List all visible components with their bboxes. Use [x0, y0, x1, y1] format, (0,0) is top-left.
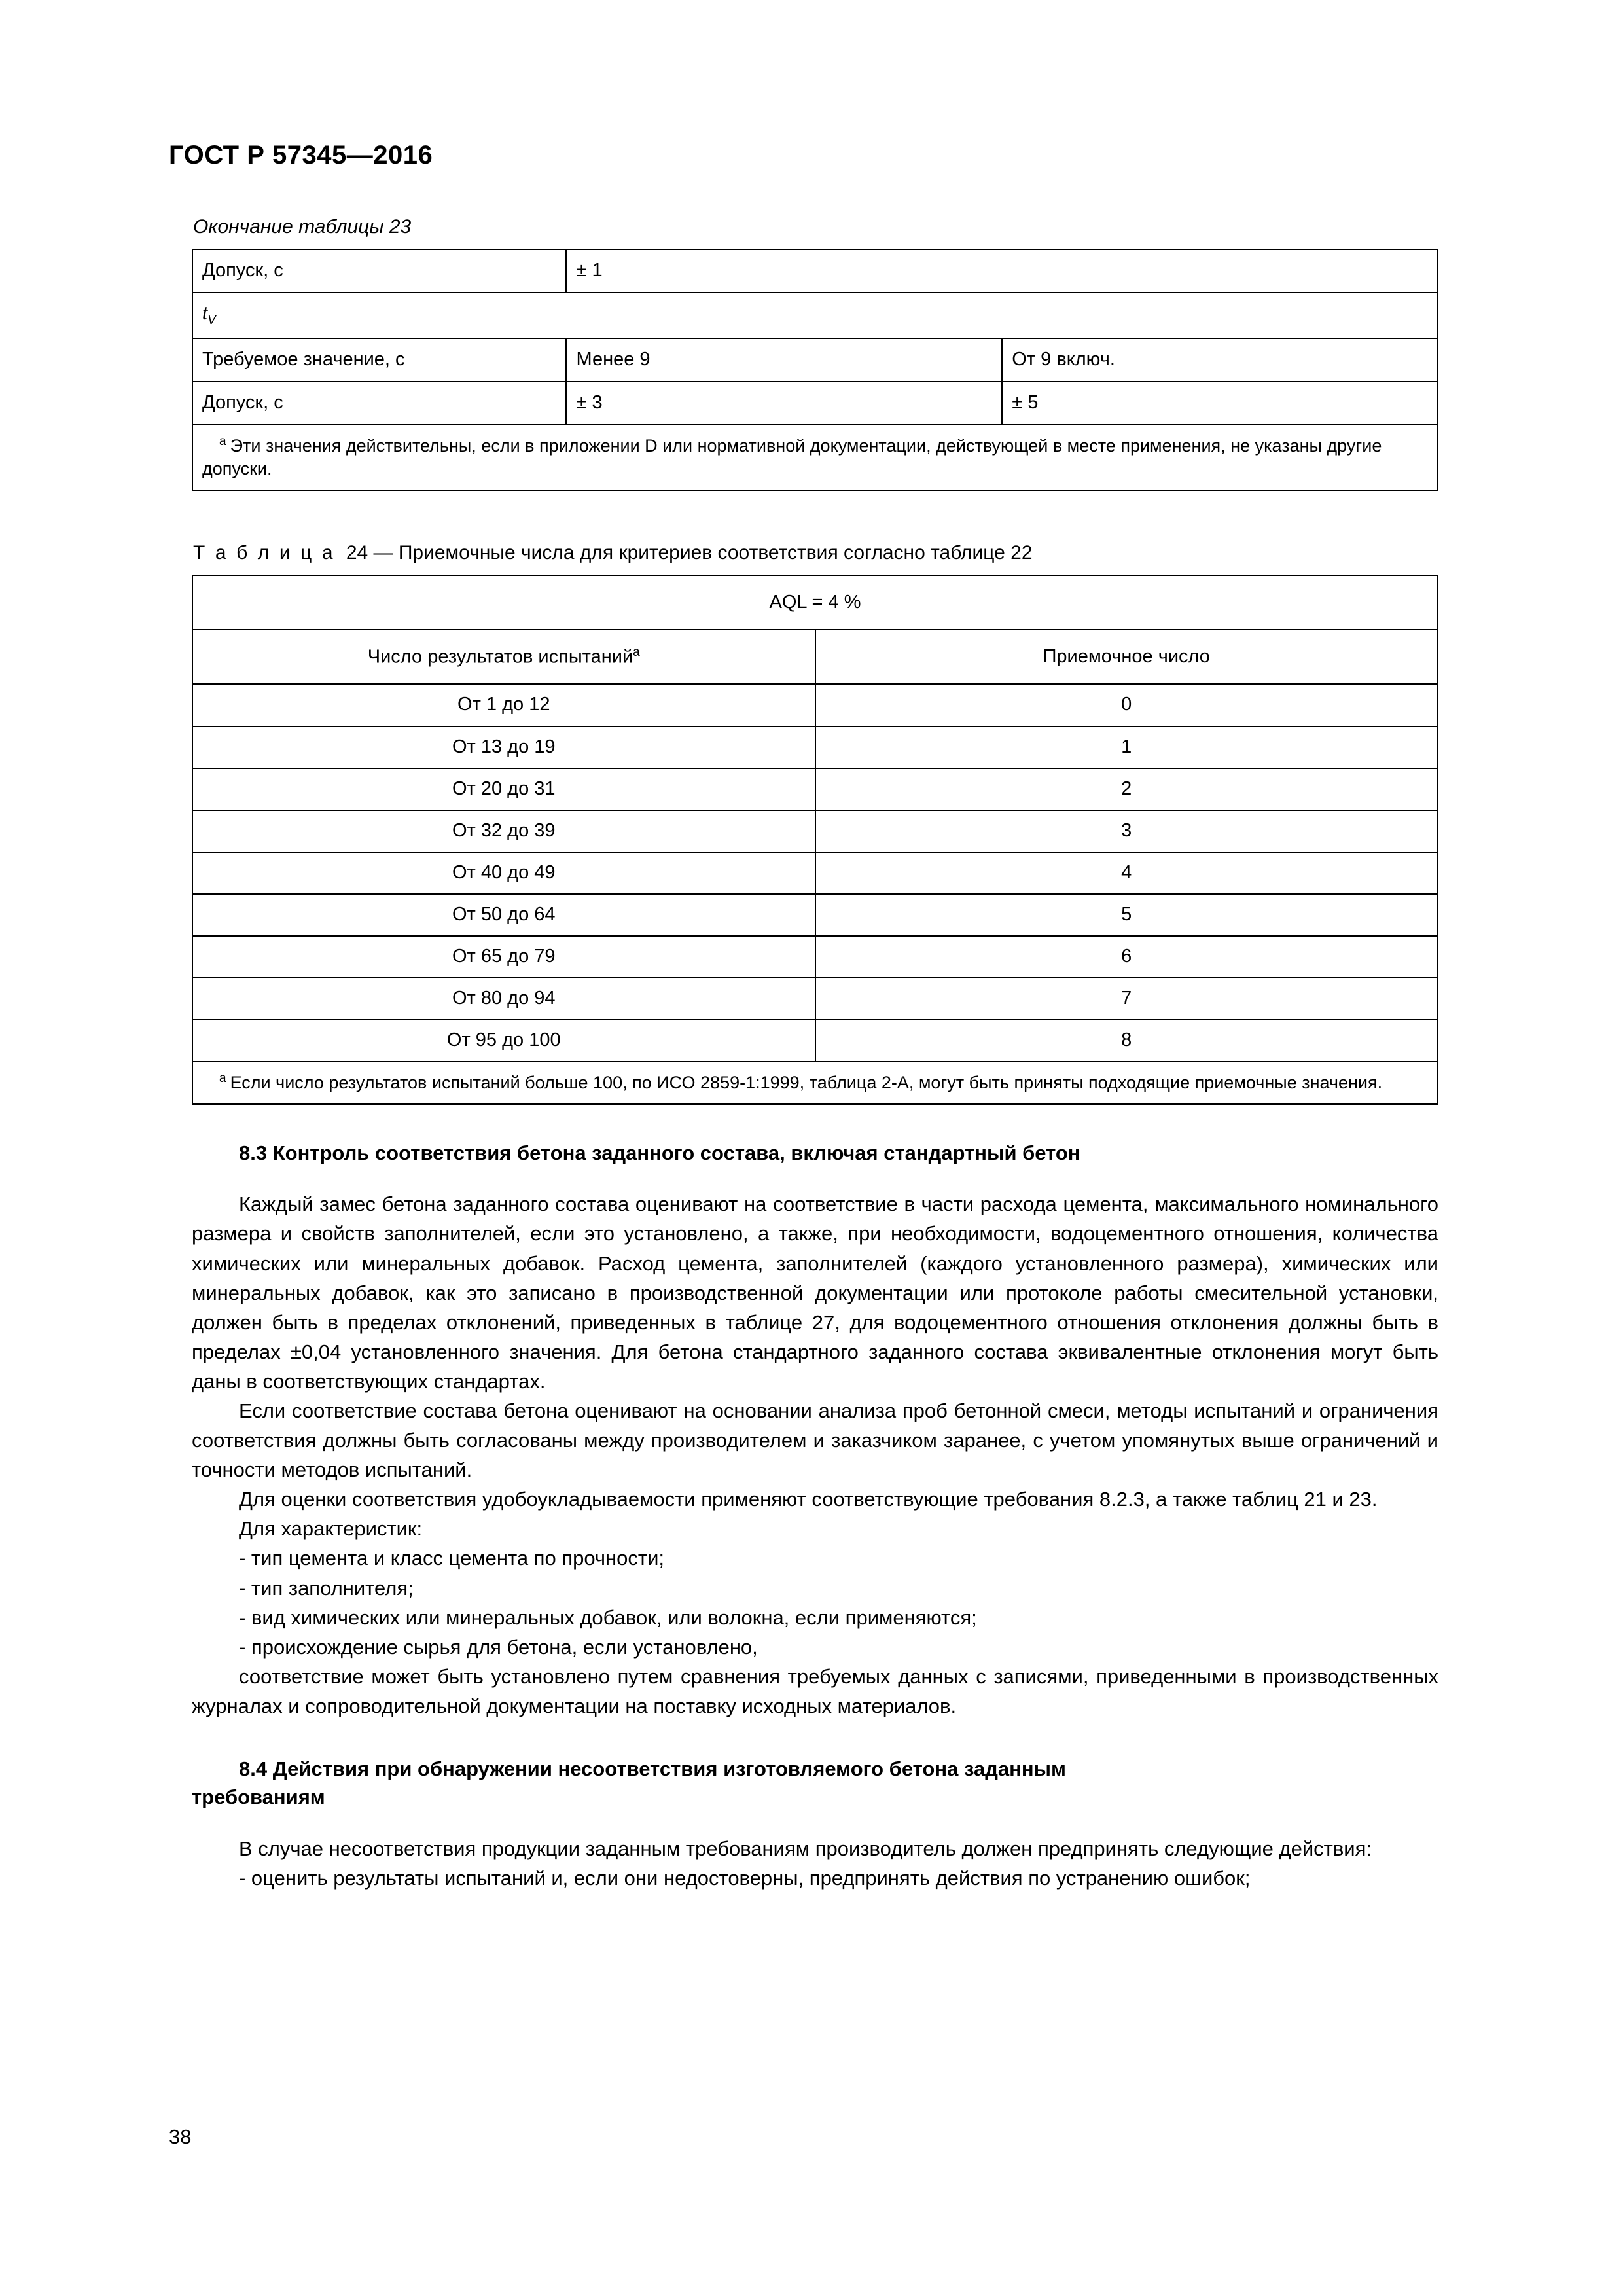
table-header-row — [192, 630, 1438, 685]
cell-range: От 20 до 31 — [192, 768, 815, 810]
cell-range: От 50 до 64 — [192, 894, 815, 936]
table-row — [192, 293, 1438, 338]
table-row — [192, 338, 1438, 382]
cell-tolerance-value: ± 1 — [566, 249, 1438, 293]
header-acceptance-number: Приемочное число — [815, 630, 1438, 685]
table-24-caption-rest: 24 — Приемочные числа для критериев соответствия согласно таблице 22 — [346, 541, 1033, 564]
header-aql: AQL = 4 % — [192, 575, 1438, 630]
table-row — [192, 894, 1438, 936]
cell-tolerance2-label: Допуск, с — [192, 382, 566, 425]
list-item: - тип заполнителя; — [239, 1576, 414, 1600]
cell-range: От 1 до 12 — [192, 684, 815, 726]
table-header-row — [192, 575, 1438, 630]
footnote-text: Эти значения действительны, если в приложении D или нормативной документации, действующей в месте применения, не указаны другие допуски. — [202, 436, 1382, 478]
cell-number: 1 — [815, 726, 1438, 768]
table-row — [192, 684, 1438, 726]
list-item: - оценить результаты испытаний и, если они недостоверны, предпринять действия по устранению ошибок; — [239, 1866, 1251, 1890]
section-8-3-paragraph-4: Для характеристик: — [239, 1517, 423, 1541]
header-test-results-count-label: Число результатов испытаний — [367, 646, 633, 668]
section-8-3-paragraph-5: соответствие может быть установлено путем сравнения требуемых данных с записями, приведенными в производственных журналах и сопроводительной документации на поставку исходных материалов. — [192, 1664, 1438, 1717]
table-23-caption: Окончание таблицы 23 — [193, 216, 412, 238]
table-23 — [192, 249, 1438, 491]
cell-number: 7 — [815, 978, 1438, 1020]
cell-range: От 80 до 94 — [192, 978, 815, 1020]
footnote-marker: a — [219, 435, 226, 449]
cell-range: От 40 до 49 — [192, 852, 815, 894]
section-8-3-paragraph-2: Если соответствие состава бетона оценивают на основании анализа проб бетонной смеси, методы испытаний и ограничения соответствия должны быть согласованы между производителем и заказчиком заранее, с учетом упомянутых выше ограничений и точности методов испытаний. — [192, 1399, 1438, 1482]
cell-range: От 13 до 19 — [192, 726, 815, 768]
table-23-footnote — [192, 425, 1438, 490]
table-24-caption — [193, 542, 1438, 564]
list-item: - вид химических или минеральных добавок, или волокна, если применяются; — [239, 1605, 977, 1629]
cell-number: 3 — [815, 810, 1438, 852]
section-8-4-heading — [192, 1755, 1438, 1812]
table-24-caption-prefix: Т а б л и ц а — [193, 541, 336, 564]
table-row — [192, 936, 1438, 978]
tv-symbol-base: t — [202, 303, 208, 325]
footnote-text: Если число результатов испытаний больше 100, по ИСО 2859-1:1999, таблица 2-А, могут быть приняты подходящие приемочные значения. — [230, 1073, 1383, 1093]
table-row — [192, 852, 1438, 894]
cell-number: 2 — [815, 768, 1438, 810]
cell-range: От 95 до 100 — [192, 1020, 815, 1062]
tv-symbol-subscript: V — [207, 313, 216, 327]
table-row — [192, 1020, 1438, 1062]
cell-range: От 32 до 39 — [192, 810, 815, 852]
table-24 — [192, 575, 1438, 1105]
table-row — [192, 249, 1438, 293]
page-content — [192, 216, 1438, 1893]
table-footnote-row — [192, 1062, 1438, 1104]
table-24-footnote — [192, 1062, 1438, 1104]
cell-tolerance-label: Допуск, с — [192, 249, 566, 293]
table-footnote-row — [192, 425, 1438, 490]
cell-tolerance2-mid: ± 3 — [566, 382, 1002, 425]
table-row — [192, 768, 1438, 810]
page-number: 38 — [169, 2125, 192, 2148]
cell-number: 4 — [815, 852, 1438, 894]
document-header: ГОСТ Р 57345—2016 — [169, 141, 433, 170]
table-row — [192, 810, 1438, 852]
table-row — [192, 726, 1438, 768]
cell-tv-symbol — [192, 293, 1438, 338]
cell-tolerance2-right: ± 5 — [1002, 382, 1438, 425]
header-test-results-count — [192, 630, 815, 685]
list-item: - происхождение сырья для бетона, если установлено, — [239, 1635, 758, 1659]
cell-required-value-mid: Менее 9 — [566, 338, 1002, 382]
section-8-4-paragraph-1: В случае несоответствия продукции заданным требованиям производитель должен предпринять следующие действия: — [239, 1837, 1372, 1860]
footnote-marker: a — [219, 1071, 226, 1086]
cell-required-value-right: От 9 включ. — [1002, 338, 1438, 382]
section-8-4-heading-line-2: требованиям — [192, 1785, 325, 1809]
cell-number: 6 — [815, 936, 1438, 978]
section-8-3-paragraph-1: Каждый замес бетона заданного состава оценивают на соответствие в части расхода цемента, максимального номинального размера и свойств заполнителей, если это установлено, а также, при необходимости, водоцементного отношения, количества химических или минеральных добавок. Расход цемента, заполнителей (каждого установленного размера), химических или минеральных добавок, как это записано в производственной документации или протоколе работы смесительной установки, должен быть в пределах отклонений, приведенных в таблице 27, для водоцементного отношения отклонения должны быть в пределах ±0,04 установленного значения. Для бетона стандартного заданного состава эквивалентные отклонения могут быть даны в соответствующих стандартах. — [192, 1193, 1438, 1393]
table-row — [192, 978, 1438, 1020]
section-8-3-heading: 8.3 Контроль соответствия бетона заданного состава, включая стандартный бетон — [239, 1141, 1080, 1164]
list-item: - тип цемента и класс цемента по прочности; — [239, 1547, 665, 1570]
section-8-3-paragraph-3: Для оценки соответствия удобоукладываемости применяют соответствующие требования 8.2.3, а также таблиц 21 и 23. — [239, 1488, 1378, 1511]
cell-number: 0 — [815, 684, 1438, 726]
header-footnote-marker: a — [633, 645, 640, 659]
section-8-4-heading-line-1: 8.4 Действия при обнаружении несоответствия изготовляемого бетона заданным — [239, 1757, 1066, 1781]
table-row — [192, 382, 1438, 425]
cell-number: 5 — [815, 894, 1438, 936]
cell-number: 8 — [815, 1020, 1438, 1062]
cell-required-value-label: Требуемое значение, с — [192, 338, 566, 382]
cell-range: От 65 до 79 — [192, 936, 815, 978]
